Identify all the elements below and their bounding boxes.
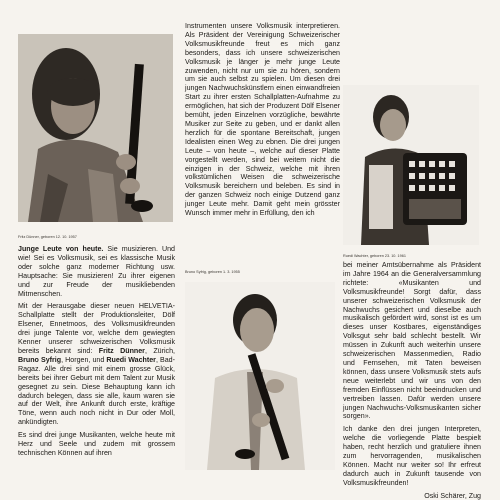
artist-name-bruno: Bruno Syfrig <box>18 355 62 364</box>
photo-fritz-duenner <box>18 34 173 222</box>
text-column-2 <box>185 22 340 218</box>
president-paragraph: Instrumenten unsere Volksmusik interpretieren. Als Präsident der Vereinigung Schweizerischer Volksmusikfreunde freut es mich ganz besonders, dass ich unsere schweizerischen Volksmusik je länger je mehr junge Leute zuwenden, nicht nur um sie zu hören, sondern um sie auch selbst zu spielen. Um diesen drei jungen Nachwuchskünstlern einen einwandfreien Start zu ihrer ersten Schallplatten-Aufnahme zu ermöglichen, hat sich der Produzent Dölf Elsener bemüht, jeden Einzelnen vorzügliche, bewährte Musiker zur Seite zu geben, und er dankt allen herzlich für die spontane Bereitschaft, jungen Idealisten einen Weg zu ebnen. Die drei jungen Leute – von heute –, welche auf dieser Platte vorgestellt werden, sind bei weitem nicht die einzigen in der Schweiz, welche mit ihren volkstümlichen Weisen die schweizerische Volksmusik bereichern und beleben. Es sind in der ganzen Schweiz noch einige Dutzend ganz junger Leute mehr. Damit geht mein grösster Wunsch immer mehr in Erfüllung, den ich <box>185 22 340 218</box>
artists-paragraph: Mit der Herausgabe dieser neuen HELVETIA-Schallplatte stellt der Produktionsleiter, Dölf Elsener, Ennetmoos, des Volksmusikfreunden drei junge Talente vor, welche dem gewiegten Kenner unserer schweizerischen Volksmusik bereits bekannt sind: Fritz Dünner, Zürich, Bruno Syfrig, Horgen, und Ruedi Wachter, Bad-Ragaz. Alle drei sind mit einem grosse Glück, bereits bei ihrer Geburt mit dem Talent zur Musik gesegnet zu sein. Diese Behauptung kann ich dadurch belegen, dass sie alle, kaum waren sie auf der Welt, ihre Ankunft durch erste, kräftige Töne, wenn auch noch nicht in Dur oder Moll, ankündigten. <box>18 302 176 427</box>
caption-fritz-duenner: Fritz Dünner, geboren 12. 10. 1957 <box>18 235 77 239</box>
intro-heading: Junge Leute von heute. <box>18 245 104 253</box>
text-column-1 <box>18 245 175 458</box>
clarinet-player-portrait <box>18 34 173 222</box>
artist-name-fritz: Fritz Dünner <box>98 346 145 355</box>
signature: Oski Schärer, Zug <box>424 491 481 500</box>
artist-name-ruedi: Ruedi Wachter <box>106 355 156 364</box>
clarinet-player-portrait <box>185 282 335 470</box>
quote-paragraph: bei meiner Amtsübernahme als Präsident im Jahre 1964 an die Generalversammlung richtete: «Musikanten und Volksmusikfreunde! Sorgt dafür, dass unserer schweizerischen Volksmusik der Nachwuchs gesichert und dieselbe auch musikalisch gefördert wird, sonst ist es um dieses unser Kostbares, eigenständiges Volksgut sehr bald schlecht bestellt. Wir müssen in Zukunft auch weiterhin unsere schweizerischen Massenmedien, Radio und Fernsehen, mit Taten beweisen können, dass unsere Volksmusik stets aufs neue weiterlebt und wir uns von den fremden Einflüssen nicht beeindrucken und vertreiben lassen. Dafür werden unsere jungen Nachwuchs-Volksmusikanten sicher sorgen». <box>343 261 481 421</box>
text-column-3 <box>343 261 481 500</box>
caption-bruno-syfrig: Bruno Syfrig, geboren 1. 3. 1955 <box>185 270 240 274</box>
intro-paragraph: Junge Leute von heute. Sie musizieren. Und wie! Sei es Volksmusik, sei es klassische Musik oder solche ganz moderner Richtung usw. Hauptsache: Sie musizieren! Zu ihrer eigenen und zur Freude der musikliebenden Mitmenschen. <box>18 245 175 298</box>
caption-ruedi-wachter: Ruedi Wachter, geboren 23. 10. 1961 <box>343 254 406 258</box>
closing-paragraph: Es sind drei junge Musikanten, welche heute mit Herz und Seele und zudem mit grossem technischen Können auf ihren <box>18 431 175 457</box>
photo-bruno-syfrig <box>185 282 335 470</box>
thanks-paragraph: Ich danke den drei jungen Interpreten, welche die vorliegende Platte bespielt haben, recht herzlich und gratuliere ihnen zum hervorragenden, musikalischen Können. Macht nur weiter so! Ihr erfreut dadurch auch in Zukunft tausende von Volksmusikfreunden! <box>343 425 481 487</box>
accordion-player-portrait <box>343 85 479 245</box>
photo-ruedi-wachter <box>343 85 479 245</box>
